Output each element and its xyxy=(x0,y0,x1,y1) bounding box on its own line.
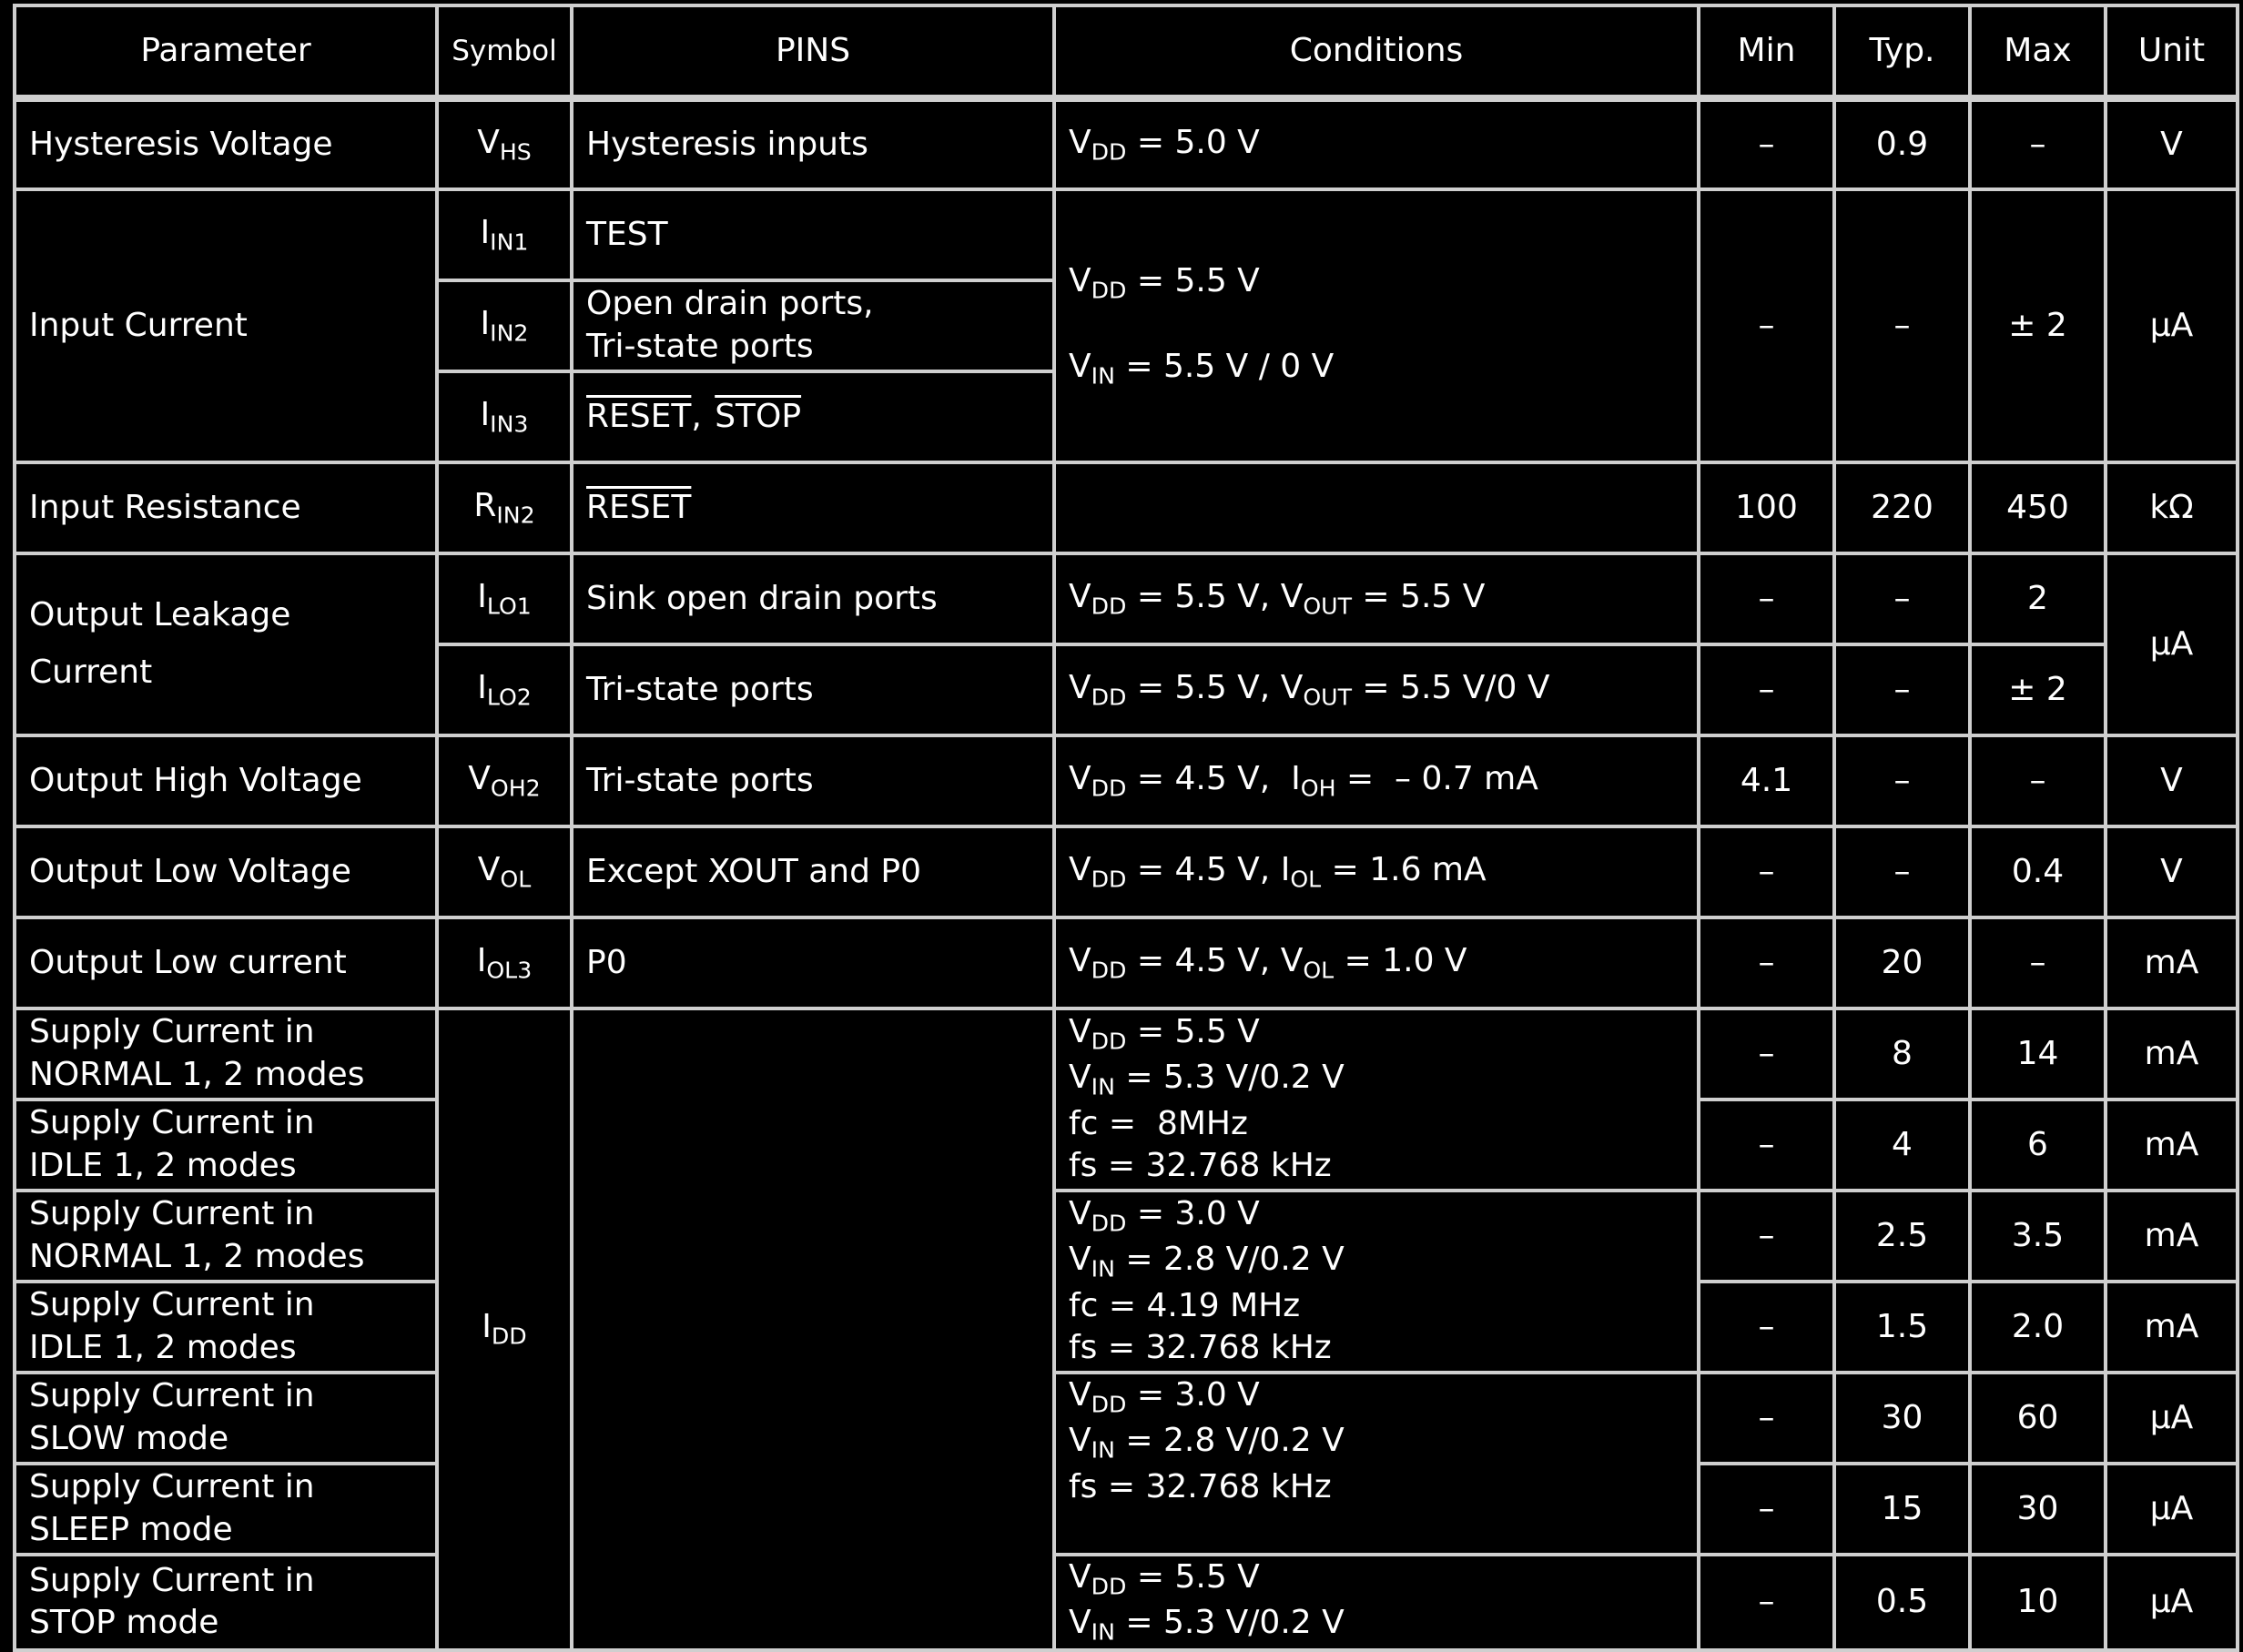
unit-cell: μA xyxy=(2106,553,2238,735)
min-cell: – xyxy=(1699,917,1834,1008)
max-cell: ± 2 xyxy=(1970,189,2106,462)
symbol-cell: $I_{DD}$ xyxy=(437,1008,572,1650)
parameter-cell: Supply Current in IDLE 1, 2 modes xyxy=(15,1100,437,1191)
max-cell: 30 xyxy=(1970,1464,2106,1555)
table-row-hysteresis-voltage xyxy=(15,98,2238,189)
pins-cell: Sink open drain ports xyxy=(572,553,1054,644)
parameter-cell: Hysteresis Voltage xyxy=(15,98,437,189)
table-row-output-high-voltage xyxy=(15,735,2238,826)
symbol-cell: $V_{HS}$ xyxy=(437,98,572,189)
max-cell: 14 xyxy=(1970,1008,2106,1100)
header-max: Max xyxy=(1970,5,2106,98)
symbol-cell: $I_{IN3}$ xyxy=(437,371,572,462)
min-cell: – xyxy=(1699,1373,1834,1464)
header-unit: Unit xyxy=(2106,5,2238,98)
max-cell: – xyxy=(1970,98,2106,189)
max-cell: 2 xyxy=(1970,553,2106,644)
table-row-output-leakage-1 xyxy=(15,553,2238,644)
parameter-cell: Supply Current in STOP mode xyxy=(15,1555,437,1650)
conditions-cell: $V_{DD} = 5.5$ V, $V_{OUT} = 5.5$ V/0 V xyxy=(1054,644,1699,735)
conditions-cell: $V_{DD} = 4.5$ V, $I_{OL} = 1.6$ mA xyxy=(1054,826,1699,917)
table-row-supply-current xyxy=(15,1191,2238,1282)
typ-cell: 30 xyxy=(1834,1373,1970,1464)
max-cell: – xyxy=(1970,917,2106,1008)
table-row-supply-current xyxy=(15,1373,2238,1464)
typ-cell: 0.9 xyxy=(1834,98,1970,189)
unit-cell: V xyxy=(2106,826,2238,917)
typ-cell: – xyxy=(1834,553,1970,644)
max-cell: – xyxy=(1970,735,2106,826)
typ-cell: 2.5 xyxy=(1834,1191,1970,1282)
typ-cell: – xyxy=(1834,189,1970,462)
typ-cell: 15 xyxy=(1834,1464,1970,1555)
symbol-cell: $I_{LO1}$ xyxy=(437,553,572,644)
min-cell: – xyxy=(1699,1191,1834,1282)
min-cell: – xyxy=(1699,1555,1834,1650)
table-row-output-low-voltage xyxy=(15,826,2238,917)
unit-cell: V xyxy=(2106,98,2238,189)
pins-cell: Tri-state ports xyxy=(572,644,1054,735)
unit-cell: μA xyxy=(2106,1373,2238,1464)
header-min: Min xyxy=(1699,5,1834,98)
conditions-cell: $V_{DD} = 5.5$ V $V_{IN} = 5.3$ V/0.2 V xyxy=(1054,1555,1699,1650)
typ-cell: 1.5 xyxy=(1834,1282,1970,1373)
electrical-characteristics-table xyxy=(13,4,2239,1652)
max-cell: ± 2 xyxy=(1970,644,2106,735)
table-header-row xyxy=(15,5,2238,98)
unit-cell: mA xyxy=(2106,1191,2238,1282)
conditions-cell: $V_{DD} = 3.0$ V $V_{IN} = 2.8$ V/0.2 V fs = 32.768 kHz xyxy=(1054,1373,1699,1555)
parameter-cell: Supply Current in SLOW mode xyxy=(15,1373,437,1464)
min-cell: – xyxy=(1699,1282,1834,1373)
symbol-cell: $I_{IN2}$ xyxy=(437,280,572,371)
unit-cell: mA xyxy=(2106,1282,2238,1373)
parameter-cell: Output Leakage Current xyxy=(15,553,437,735)
unit-cell: mA xyxy=(2106,1100,2238,1191)
max-cell: 0.4 xyxy=(1970,826,2106,917)
symbol-cell: $I_{OL3}$ xyxy=(437,917,572,1008)
table-row-supply-current xyxy=(15,1555,2238,1650)
typ-cell: 220 xyxy=(1834,462,1970,553)
conditions-cell: $V_{DD} = 3.0$ V $V_{IN} = 2.8$ V/0.2 V fc = 4.19 MHz fs = 32.768 kHz xyxy=(1054,1191,1699,1373)
conditions-cell: $V_{DD} = 4.5$ V, $I_{OH}$ = – 0.7 mA xyxy=(1054,735,1699,826)
unit-cell: μA xyxy=(2106,1555,2238,1650)
max-cell: 60 xyxy=(1970,1373,2106,1464)
parameter-cell: Input Resistance xyxy=(15,462,437,553)
max-cell: 6 xyxy=(1970,1100,2106,1191)
pins-cell xyxy=(572,1008,1054,1650)
symbol-cell: $R_{IN2}$ xyxy=(437,462,572,553)
header-pins: PINS xyxy=(572,5,1054,98)
table-row-input-current-1 xyxy=(15,189,2238,280)
symbol-cell: $I_{LO2}$ xyxy=(437,644,572,735)
typ-cell: – xyxy=(1834,735,1970,826)
min-cell: 4.1 xyxy=(1699,735,1834,826)
table-row-input-resistance xyxy=(15,462,2238,553)
header-symbol: Symbol xyxy=(437,5,572,98)
parameter-cell: Supply Current in SLEEP mode xyxy=(15,1464,437,1555)
unit-cell: μA xyxy=(2106,189,2238,462)
header-typ: Typ. xyxy=(1834,5,1970,98)
symbol-cell: $V_{OH2}$ xyxy=(437,735,572,826)
min-cell: – xyxy=(1699,1464,1834,1555)
unit-cell: kΩ xyxy=(2106,462,2238,553)
unit-cell: μA xyxy=(2106,1464,2238,1555)
parameter-cell: Output High Voltage xyxy=(15,735,437,826)
max-cell: 10 xyxy=(1970,1555,2106,1650)
conditions-cell: $V_{DD} = 5.5$ V, $V_{OUT} = 5.5$ V xyxy=(1054,553,1699,644)
pins-cell: TEST xyxy=(572,189,1054,280)
conditions-cell: $V_{DD} = 4.5$ V, $V_{OL} = 1.0$ V xyxy=(1054,917,1699,1008)
parameter-cell: Supply Current in IDLE 1, 2 modes xyxy=(15,1282,437,1373)
parameter-cell: Output Low current xyxy=(15,917,437,1008)
typ-cell: – xyxy=(1834,644,1970,735)
pins-cell: RESET xyxy=(572,462,1054,553)
min-cell: – xyxy=(1699,826,1834,917)
pins-cell: Except XOUT and P0 xyxy=(572,826,1054,917)
pins-cell: Tri-state ports xyxy=(572,735,1054,826)
parameter-cell: Output Low Voltage xyxy=(15,826,437,917)
min-cell: – xyxy=(1699,644,1834,735)
min-cell: – xyxy=(1699,1008,1834,1100)
pins-cell: Open drain ports, Tri-state ports xyxy=(572,280,1054,371)
typ-cell: 4 xyxy=(1834,1100,1970,1191)
typ-cell: 0.5 xyxy=(1834,1555,1970,1650)
parameter-cell: Supply Current in NORMAL 1, 2 modes xyxy=(15,1008,437,1100)
symbol-cell: $V_{OL}$ xyxy=(437,826,572,917)
max-cell: 2.0 xyxy=(1970,1282,2106,1373)
unit-cell: mA xyxy=(2106,917,2238,1008)
table-row-output-low-current xyxy=(15,917,2238,1008)
max-cell: 450 xyxy=(1970,462,2106,553)
pins-cell: P0 xyxy=(572,917,1054,1008)
conditions-cell xyxy=(1054,462,1699,553)
min-cell: 100 xyxy=(1699,462,1834,553)
typ-cell: 8 xyxy=(1834,1008,1970,1100)
header-parameter: Parameter xyxy=(15,5,437,98)
typ-cell: 20 xyxy=(1834,917,1970,1008)
min-cell: – xyxy=(1699,98,1834,189)
min-cell: – xyxy=(1699,189,1834,462)
unit-cell: V xyxy=(2106,735,2238,826)
min-cell: – xyxy=(1699,1100,1834,1191)
conditions-cell: $V_{DD} = 5.5$ V $V_{IN} = 5.5$ V / 0 V xyxy=(1054,189,1699,462)
pins-cell: RESET, STOP xyxy=(572,371,1054,462)
min-cell: – xyxy=(1699,553,1834,644)
max-cell: 3.5 xyxy=(1970,1191,2106,1282)
typ-cell: – xyxy=(1834,826,1970,917)
pins-cell: Hysteresis inputs xyxy=(572,98,1054,189)
conditions-cell: $V_{DD} = 5.5$ V $V_{IN} = 5.3$ V/0.2 V fc = 8MHz fs = 32.768 kHz xyxy=(1054,1008,1699,1191)
table-row-supply-current xyxy=(15,1008,2238,1100)
unit-cell: mA xyxy=(2106,1008,2238,1100)
conditions-cell: $V_{DD} = 5.0$ V xyxy=(1054,98,1699,189)
parameter-cell: Input Current xyxy=(15,189,437,462)
header-conditions: Conditions xyxy=(1054,5,1699,98)
parameter-cell: Supply Current in NORMAL 1, 2 modes xyxy=(15,1191,437,1282)
symbol-cell: $I_{IN1}$ xyxy=(437,189,572,280)
